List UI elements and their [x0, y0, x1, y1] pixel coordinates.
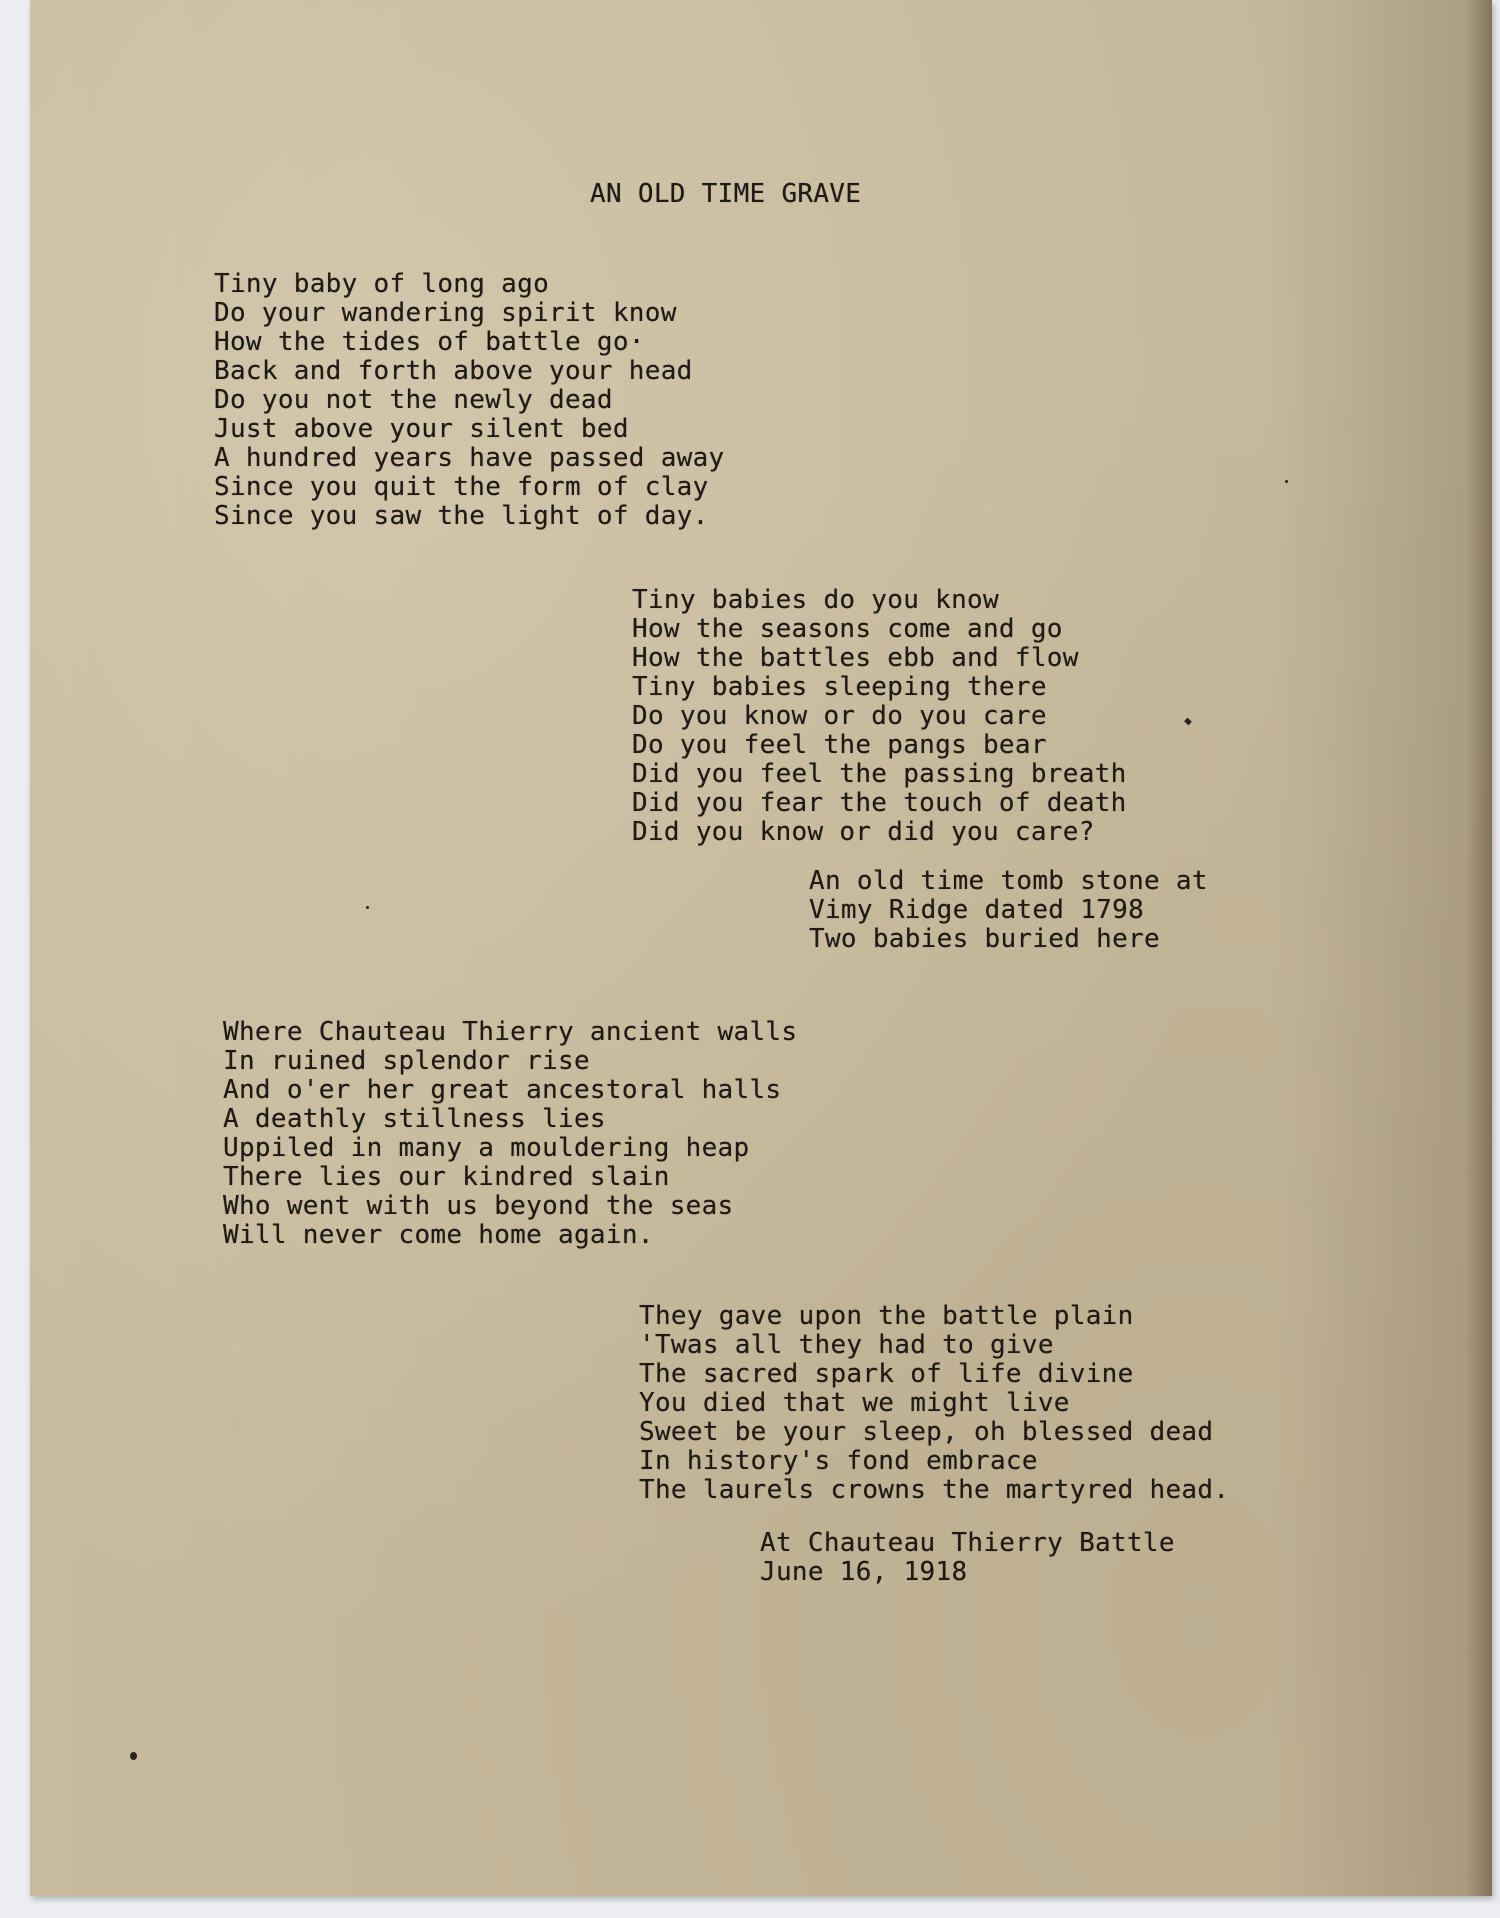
stanza-tiny-babies [632, 586, 1127, 847]
stanza-tiny-baby [214, 270, 725, 531]
poem-line: Just above your silent bed [214, 414, 629, 444]
note-chauteau-thierry-battle [760, 1529, 1175, 1587]
typewritten-page [30, 0, 1492, 1896]
poem-line: How the battles ebb and flow [632, 643, 1079, 673]
poem-line: A hundred years have passed away [214, 443, 725, 473]
poem-line: Since you quit the form of clay [214, 472, 709, 502]
poem-line: In history's fond embrace [639, 1446, 1038, 1476]
poem-line: Tiny babies do you know [632, 585, 999, 615]
poem-line: Where Chauteau Thierry ancient walls [223, 1017, 798, 1047]
poem-line: Uppiled in many a mouldering heap [223, 1133, 750, 1163]
page-title: AN OLD TIME GRAVE [590, 179, 862, 209]
stanza-battle-plain [639, 1302, 1229, 1505]
paper-edge-shadow [1466, 0, 1492, 1896]
poem-line: Did you feel the passing breath [632, 759, 1127, 789]
paper-speck [366, 906, 369, 909]
paper-speck [1285, 480, 1288, 483]
paper-speck [1184, 718, 1192, 726]
note-line: An old time tomb stone at [809, 866, 1208, 896]
note-vimy-ridge [809, 867, 1208, 954]
poem-line: Do you know or do you care [632, 701, 1047, 731]
note-line: Vimy Ridge dated 1798 [809, 895, 1145, 925]
poem-line: A deathly stillness lies [223, 1104, 606, 1134]
poem-line: Since you saw the light of day. [214, 501, 709, 531]
paper-speck [130, 1752, 137, 1760]
note-line: June 16, 1918 [760, 1557, 968, 1587]
poem-line: Back and forth above your head [214, 356, 693, 386]
poem-line: Sweet be your sleep, oh blessed dead [639, 1417, 1214, 1447]
note-line: Two babies buried here [809, 924, 1160, 954]
poem-line: In ruined splendor rise [223, 1046, 590, 1076]
poem-line: Did you fear the touch of death [632, 788, 1127, 818]
poem-line: Do you not the newly dead [214, 385, 613, 415]
stanza-chauteau-thierry [223, 1018, 797, 1250]
poem-line: You died that we might live [639, 1388, 1070, 1418]
poem-line: How the tides of battle go· [214, 327, 645, 357]
poem-line: Tiny babies sleeping there [632, 672, 1047, 702]
poem-line: Do you feel the pangs bear [632, 730, 1047, 760]
poem-line: The laurels crowns the martyred head. [639, 1475, 1230, 1505]
poem-line: Will never come home again. [223, 1220, 654, 1250]
poem-line: There lies our kindred slain [223, 1162, 670, 1192]
poem-line: 'Twas all they had to give [639, 1330, 1054, 1360]
poem-line: Do your wandering spirit know [214, 298, 677, 328]
poem-line: Did you know or did you care? [632, 817, 1095, 847]
poem-line: How the seasons come and go [632, 614, 1063, 644]
poem-line: And o'er her great ancestoral halls [223, 1075, 782, 1105]
poem-line: Who went with us beyond the seas [223, 1191, 734, 1221]
note-line: At Chauteau Thierry Battle [760, 1528, 1175, 1558]
poem-line: They gave upon the battle plain [639, 1301, 1134, 1331]
poem-line: The sacred spark of life divine [639, 1359, 1134, 1389]
poem-line: Tiny baby of long ago [214, 269, 550, 299]
